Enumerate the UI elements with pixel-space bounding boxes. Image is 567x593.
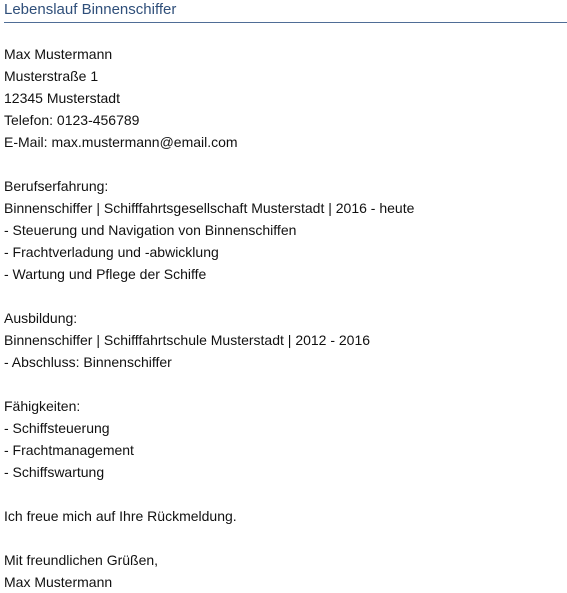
skills-heading: Fähigkeiten: — [4, 398, 81, 414]
experience-section — [4, 175, 566, 285]
experience-item: - Frachtverladung und -abwicklung — [4, 244, 219, 260]
experience-item: - Wartung und Pflege der Schiffe — [4, 266, 207, 282]
contact-name: Max Mustermann — [4, 46, 113, 62]
closing-section — [4, 505, 566, 593]
spacer — [4, 153, 566, 175]
closing-greeting: Mit freundlichen Grüßen, — [4, 552, 159, 568]
skills-item: - Schiffswartung — [4, 464, 105, 480]
skills-item: - Schiffsteuerung — [4, 420, 110, 436]
spacer — [4, 285, 566, 307]
closing-signature: Max Mustermann — [4, 574, 113, 590]
document-title: Lebenslauf Binnenschiffer — [4, 1, 177, 18]
closing-message: Ich freue mich auf Ihre Rückmeldung. — [4, 508, 237, 524]
contact-city: 12345 Musterstadt — [4, 90, 120, 106]
education-section — [4, 307, 566, 373]
spacer — [4, 483, 566, 505]
experience-item: - Steuerung und Navigation von Binnenschiffen — [4, 222, 297, 238]
education-heading: Ausbildung: — [4, 310, 78, 326]
skills-section — [4, 395, 566, 483]
spacer — [4, 527, 566, 549]
education-position: Binnenschiffer | Schifffahrtschule Musterstadt | 2012 - 2016 — [4, 332, 371, 348]
document-page — [4, 0, 566, 590]
experience-heading: Berufserfahrung: — [4, 178, 109, 194]
title-divider — [4, 22, 567, 23]
contact-block — [4, 43, 566, 153]
education-item: - Abschluss: Binnenschiffer — [4, 354, 172, 370]
experience-position: Binnenschiffer | Schifffahrtsgesellschaft Musterstadt | 2016 - heute — [4, 200, 415, 216]
spacer — [4, 373, 566, 395]
contact-street: Musterstraße 1 — [4, 68, 99, 84]
contact-phone: Telefon: 0123-456789 — [4, 112, 140, 128]
document-body — [4, 43, 566, 593]
skills-item: - Frachtmanagement — [4, 442, 134, 458]
contact-email: E-Mail: max.mustermann@email.com — [4, 134, 238, 150]
